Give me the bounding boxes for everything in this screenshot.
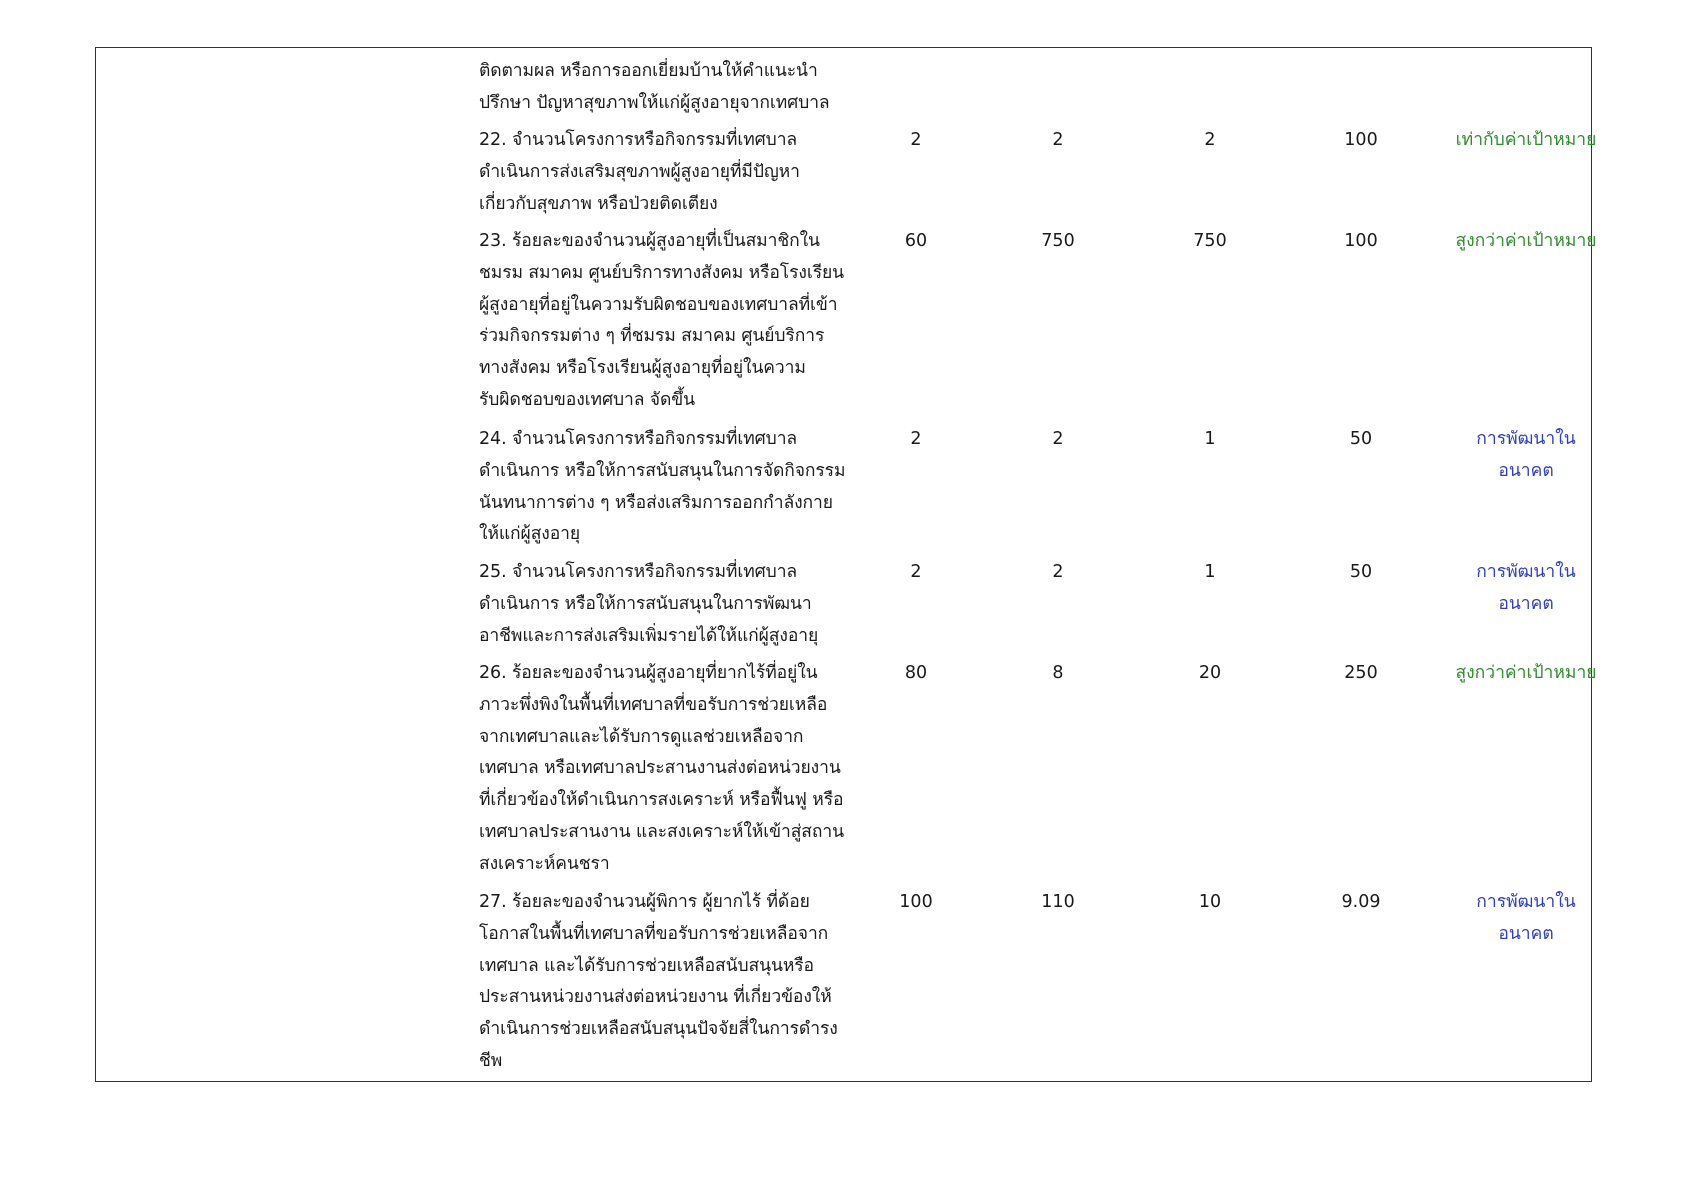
status-line: อนาคต	[1498, 593, 1554, 614]
description-line: 26. ร้อยละของจำนวนผู้สูงอายุที่ยากไร้ที่อยู่ใน	[479, 663, 818, 683]
total-value: 8	[1052, 663, 1064, 683]
description-line: 25. จำนวนโครงการหรือกิจกรรมที่เทศบาล	[479, 562, 798, 582]
description-line: รับผิดชอบของเทศบาล จัดขึ้น	[479, 389, 695, 410]
status-line: การพัฒนาใน	[1476, 562, 1576, 582]
description-line: 24. จำนวนโครงการหรือกิจกรรมที่เทศบาล	[479, 429, 798, 449]
description-line: ดำเนินการ หรือให้การสนับสนุนในการจัดกิจกรรม	[479, 460, 846, 481]
description-line: ร่วมกิจกรรมต่าง ๆ ที่ชมรม สมาคม ศูนย์บริการ	[479, 326, 825, 347]
description-line: เทศบาลประสานงาน และสงเคราะห์ให้เข้าสู่สถาน	[479, 821, 844, 842]
percent-value: 50	[1349, 429, 1373, 449]
description-line: โอกาสในพื้นที่เทศบาลที่ขอรับการช่วยเหลือจาก	[479, 923, 829, 944]
total-value: 2	[1052, 429, 1064, 449]
status-text	[1441, 887, 1611, 951]
percent-value: 100	[1344, 231, 1378, 251]
target-value: 2	[910, 130, 922, 150]
description-line: นันทนาการต่าง ๆ หรือส่งเสริมการออกกำลังกาย	[479, 492, 833, 513]
description-line: เกี่ยวกับสุขภาพ หรือป่วยติดเตียง	[479, 193, 718, 214]
indicator-description	[479, 887, 849, 1078]
target-value: 80	[904, 663, 928, 683]
description-line: 22. จำนวนโครงการหรือกิจกรรมที่เทศบาล	[479, 130, 798, 150]
description-line: อาชีพและการส่งเสริมเพิ่มรายได้ให้แก่ผู้สูงอายุ	[479, 625, 819, 646]
result-value: 10	[1198, 892, 1222, 912]
result-value: 1	[1204, 562, 1216, 582]
indicator-description	[479, 424, 849, 551]
description-line: ภาวะพึ่งพิงในพื้นที่เทศบาลที่ขอรับการช่วยเหลือ	[479, 694, 828, 715]
result-value: 1	[1204, 429, 1216, 449]
status-text	[1441, 424, 1611, 488]
percent-value: 100	[1344, 130, 1378, 150]
description-line: ชมรม สมาคม ศูนย์บริการทางสังคม หรือโรงเรียน	[479, 262, 845, 283]
description-line: 23. ร้อยละของจำนวนผู้สูงอายุที่เป็นสมาชิกใน	[479, 231, 820, 251]
total-value: 110	[1041, 892, 1075, 912]
status-text	[1441, 226, 1611, 258]
description-line: ทางสังคม หรือโรงเรียนผู้สูงอายุที่อยู่ในความ	[479, 358, 806, 379]
indicator-description	[479, 557, 849, 652]
status-line: อนาคต	[1498, 460, 1554, 481]
description-line: สงเคราะห์คนชรา	[479, 853, 610, 874]
indicator-description	[479, 56, 849, 120]
result-value: 2	[1204, 130, 1216, 150]
indicator-description	[479, 125, 849, 220]
total-value: 2	[1052, 130, 1064, 150]
status-line: การพัฒนาใน	[1476, 429, 1576, 449]
indicator-description	[479, 226, 849, 417]
description-line: ที่เกี่ยวข้องให้ดำเนินการสงเคราะห์ หรือฟื้นฟู หรือ	[479, 790, 844, 811]
indicator-table	[95, 47, 1597, 1082]
status-text	[1441, 125, 1611, 157]
description-line: ปรึกษา ปัญหาสุขภาพให้แก่ผู้สูงอายุจากเทศบาล	[479, 92, 830, 113]
target-value: 2	[910, 562, 922, 582]
status-line: เท่ากับค่าเป้าหมาย	[1455, 130, 1597, 150]
description-line: ดำเนินการ หรือให้การสนับสนุนในการพัฒนา	[479, 593, 812, 614]
percent-value: 50	[1349, 562, 1373, 582]
total-value: 2	[1052, 562, 1064, 582]
percent-value: 9.09	[1341, 892, 1381, 912]
description-line: เทศบาล และได้รับการช่วยเหลือสนับสนุนหรือ	[479, 955, 814, 976]
indicator-description	[479, 658, 849, 881]
target-value: 100	[899, 892, 933, 912]
target-value: 60	[904, 231, 928, 251]
description-line: ติดตามผล หรือการออกเยี่ยมบ้านให้คำแนะนำ	[479, 61, 818, 81]
description-line: 27. ร้อยละของจำนวนผู้พิการ ผู้ยากไร้ ที่ด้อย	[479, 892, 810, 912]
status-line: สูงกว่าค่าเป้าหมาย	[1455, 663, 1597, 683]
result-value: 750	[1193, 231, 1227, 251]
description-line: ผู้สูงอายุที่อยู่ในความรับผิดชอบของเทศบาลที่เข้า	[479, 294, 838, 315]
percent-value: 250	[1344, 663, 1378, 683]
description-line: ให้แก่ผู้สูงอายุ	[479, 524, 581, 545]
description-line: ชีพ	[479, 1050, 503, 1071]
status-text	[1441, 557, 1611, 621]
status-line: อนาคต	[1498, 923, 1554, 944]
description-line: เทศบาล หรือเทศบาลประสานงานส่งต่อหน่วยงาน	[479, 758, 841, 779]
description-line: ประสานหน่วยงานส่งต่อหน่วยงาน ที่เกี่ยวข้องให้	[479, 987, 832, 1008]
status-line: สูงกว่าค่าเป้าหมาย	[1455, 231, 1597, 251]
status-line: การพัฒนาใน	[1476, 892, 1576, 912]
target-value: 2	[910, 429, 922, 449]
status-text	[1441, 658, 1611, 690]
description-line: จากเทศบาลและได้รับการดูแลช่วยเหลือจาก	[479, 726, 804, 747]
description-line: ดำเนินการส่งเสริมสุขภาพผู้สูงอายุที่มีปัญหา	[479, 161, 800, 182]
result-value: 20	[1198, 663, 1222, 683]
total-value: 750	[1041, 231, 1075, 251]
description-line: ดำเนินการช่วยเหลือสนับสนุนปัจจัยสี่ในการดำรง	[479, 1019, 838, 1040]
